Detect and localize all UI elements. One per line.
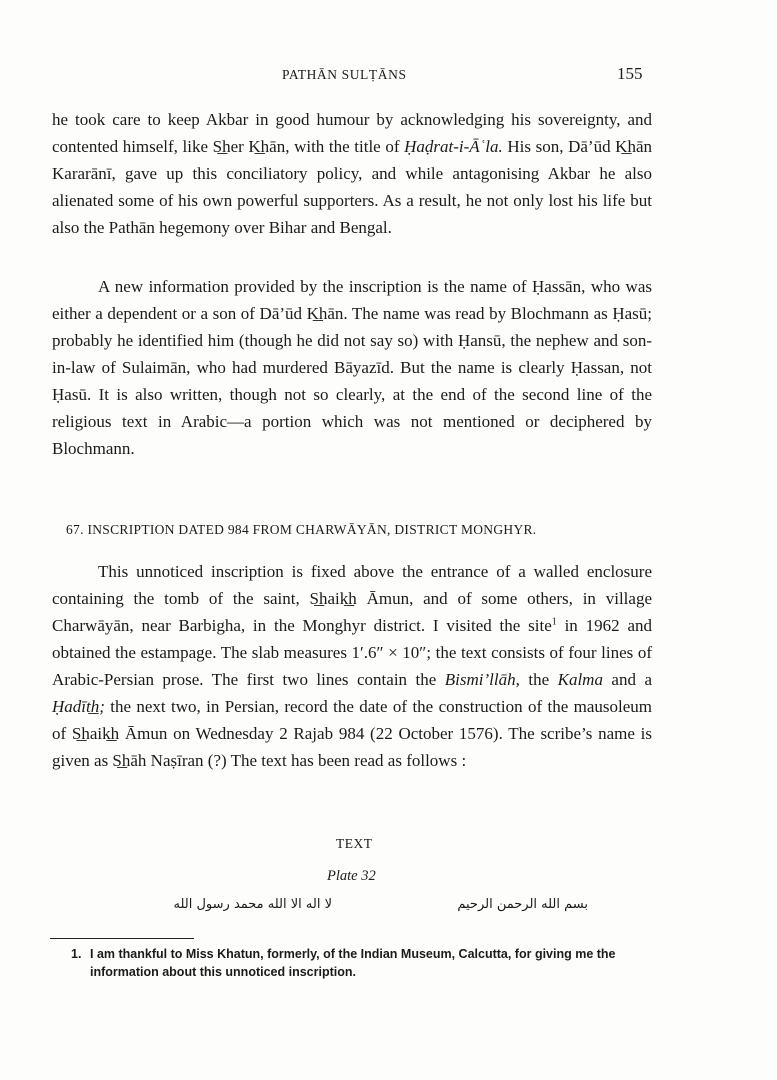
text-heading: TEXT — [336, 836, 373, 851]
arabic-kalma-line: لا اله الا الله محمد رسول الله — [173, 897, 332, 912]
arabic-bismillah-line: بسم الله الرحمن الرحيم — [457, 897, 588, 912]
paragraph-3 — [52, 558, 652, 774]
running-title: PATHĀN SULṬĀNS — [282, 67, 407, 82]
section-heading: 67. INSCRIPTION DATED 984 FROM CHARWĀYĀN, DISTRICT MONGHYR. — [66, 522, 537, 537]
plate-label: Plate 32 — [327, 868, 376, 884]
paragraph-2: A new information provided by the inscription is the name of Ḥassān, who was either a dependent or a son of Dā’ūd K͟hān. The name was read by Blochmann as Ḥasū; probably he identified him (though he did not say so) with Ḥansū, the nephew and son-in-law of Sulaimān, who had murdered Bāyazīd. But the name is clearly Ḥassan, not Ḥasū. It is also written, though not so clearly, at the end of the second line of the religious text in Arabic—a portion which was not mentioned or deciphered by Blochmann. — [52, 277, 652, 458]
paragraph-3-kalma: Kalma — [557, 670, 603, 689]
footnote-marker: 1 — [551, 616, 557, 628]
paragraph-3-hadith: Ḥadīt͟h; — [52, 697, 105, 716]
paragraph-3-text-b: in 1962 and obtained the estampage. The slab measures 1′.6″ × 10″; the text consists of four lines of Arabic-Persian prose. The first two lines contain the — [52, 616, 652, 689]
footnote — [71, 945, 659, 981]
paragraph-1 — [52, 106, 652, 241]
paragraph-3-text-a: This unnoticed inscription is fixed above the entrance of a walled enclosure containing the tomb of the saint, S͟haik͟h Āmun, and of some others, in village Charwāyān, near Barbigha, in the Monghyr district. I visited the site — [52, 562, 652, 635]
paragraph-3-text-d: the — [519, 670, 558, 689]
running-header — [0, 64, 777, 86]
paragraph-3-bismillah: Bismi’llāh, — [444, 670, 520, 689]
paragraph-1-title-italic: Ḥaḍrat-i-Āʿla. — [404, 137, 503, 156]
footnote-number: 1. — [71, 947, 82, 961]
paragraph-3-text-h: the next two, in Persian, record the date of the construction of the mausoleum of S͟haik͟h Āmun on Wednesday 2 Rajab 984 (22 October 1576). The scribe’s name is given as S͟hāh Naṣīran (?) The text has been read as follows : — [52, 697, 652, 770]
paragraph-1-text-a: he took care to keep Akbar in good humour by acknowledging his sovereignty, and contented himself, like S͟her K͟hān, with the title of — [52, 110, 652, 156]
page-number: 155 — [617, 64, 643, 83]
paragraph-1-text-c: His son, Dā’ūd K͟hān Kararānī, gave up this conciliatory policy, and while antagonising Akbar he also alienated some of his own powerful supporters. As a result, he not only lost his life but also the Pathān hegemony over Bihar and Bengal. — [52, 137, 652, 237]
footnote-text: I am thankful to Miss Khatun, formerly, of the Indian Museum, Calcutta, for giving me the information about this unnoticed inscription. — [90, 947, 616, 979]
paragraph-3-text-f: and a — [602, 670, 652, 689]
footnote-divider — [50, 938, 194, 939]
